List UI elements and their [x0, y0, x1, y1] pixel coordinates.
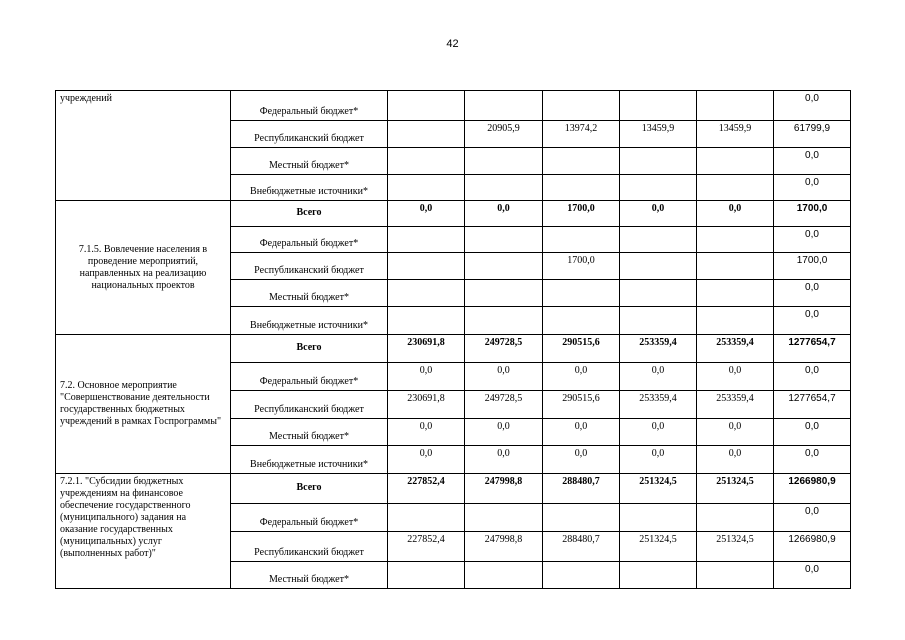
year-value-cell [465, 175, 543, 201]
year-value-cell [465, 91, 543, 121]
year-value-cell: 0,0 [543, 419, 620, 446]
year-value-cell [388, 148, 465, 175]
funding-source: Местный бюджет* [231, 562, 388, 589]
year-value-cell [697, 307, 774, 335]
year-value-cell [543, 175, 620, 201]
total-value-cell: 0,0 [774, 91, 851, 121]
year-value-cell: 227852,4 [388, 474, 465, 504]
year-value-cell [620, 280, 697, 307]
year-value-cell [697, 175, 774, 201]
total-value-cell: 0,0 [774, 419, 851, 446]
year-value-cell [388, 227, 465, 253]
year-value-cell: 290515,6 [543, 391, 620, 419]
year-value-cell: 0,0 [388, 446, 465, 474]
budget-table [55, 90, 851, 589]
year-value-cell [543, 91, 620, 121]
year-value-cell: 0,0 [697, 363, 774, 391]
year-value-cell: 0,0 [388, 201, 465, 227]
activity-name: 7.2.1. "Субсидии бюджетных учреждениям на финансовое обеспечение государственного (муниципального) задания на оказание государственных (муниципальных) услуг (выполненных работ)" [56, 474, 231, 589]
year-value-cell [388, 121, 465, 148]
year-value-cell [620, 504, 697, 532]
total-value-cell: 1277654,7 [774, 335, 851, 363]
funding-source: Республиканский бюджет [231, 532, 388, 562]
year-value-cell: 253359,4 [620, 391, 697, 419]
total-value-cell: 61799,9 [774, 121, 851, 148]
year-value-cell [697, 280, 774, 307]
funding-source: Всего [231, 474, 388, 504]
funding-source: Федеральный бюджет* [231, 363, 388, 391]
total-value-cell: 1277654,7 [774, 391, 851, 419]
year-value-cell: 0,0 [543, 446, 620, 474]
total-value-cell: 0,0 [774, 148, 851, 175]
budget-table-body [56, 91, 851, 589]
year-value-cell [543, 307, 620, 335]
year-value-cell [543, 280, 620, 307]
year-value-cell: 230691,8 [388, 335, 465, 363]
table-row [56, 335, 851, 363]
year-value-cell: 253359,4 [697, 391, 774, 419]
total-value-cell: 1266980,9 [774, 532, 851, 562]
year-value-cell [388, 280, 465, 307]
year-value-cell [465, 227, 543, 253]
funding-source: Местный бюджет* [231, 419, 388, 446]
year-value-cell [465, 307, 543, 335]
total-value-cell: 0,0 [774, 280, 851, 307]
year-value-cell [543, 504, 620, 532]
funding-source: Федеральный бюджет* [231, 91, 388, 121]
total-value-cell: 1266980,9 [774, 474, 851, 504]
year-value-cell: 20905,9 [465, 121, 543, 148]
total-value-cell: 1700,0 [774, 201, 851, 227]
funding-source: Внебюджетные источники* [231, 175, 388, 201]
activity-name: учреждений [56, 91, 231, 201]
year-value-cell: 247998,8 [465, 532, 543, 562]
total-value-cell: 0,0 [774, 562, 851, 589]
year-value-cell [465, 504, 543, 532]
year-value-cell [388, 504, 465, 532]
funding-source: Федеральный бюджет* [231, 504, 388, 532]
year-value-cell [388, 253, 465, 280]
funding-source: Республиканский бюджет [231, 253, 388, 280]
year-value-cell: 227852,4 [388, 532, 465, 562]
year-value-cell [697, 91, 774, 121]
total-value-cell: 0,0 [774, 175, 851, 201]
year-value-cell: 0,0 [388, 419, 465, 446]
year-value-cell: 0,0 [697, 446, 774, 474]
year-value-cell: 253359,4 [697, 335, 774, 363]
funding-source: Всего [231, 335, 388, 363]
year-value-cell [620, 148, 697, 175]
year-value-cell: 288480,7 [543, 474, 620, 504]
total-value-cell: 1700,0 [774, 253, 851, 280]
total-value-cell: 0,0 [774, 446, 851, 474]
year-value-cell [465, 148, 543, 175]
activity-name: 7.1.5. Вовлечение населения в проведение мероприятий, направленных на реализацию национальных проектов [56, 201, 231, 335]
table-row [56, 201, 851, 227]
funding-source: Всего [231, 201, 388, 227]
funding-source: Федеральный бюджет* [231, 227, 388, 253]
funding-source: Внебюджетные источники* [231, 307, 388, 335]
year-value-cell: 0,0 [620, 201, 697, 227]
total-value-cell: 0,0 [774, 363, 851, 391]
activity-name: 7.2. Основное мероприятие "Совершенствование деятельности государственных бюджетных учреждений в рамках Госпрограммы" [56, 335, 231, 474]
table-row [56, 474, 851, 504]
year-value-cell [620, 562, 697, 589]
year-value-cell: 1700,0 [543, 201, 620, 227]
year-value-cell: 0,0 [465, 363, 543, 391]
funding-source: Местный бюджет* [231, 148, 388, 175]
year-value-cell [620, 91, 697, 121]
year-value-cell: 251324,5 [697, 532, 774, 562]
year-value-cell [388, 307, 465, 335]
year-value-cell [620, 253, 697, 280]
year-value-cell [697, 227, 774, 253]
year-value-cell: 251324,5 [620, 532, 697, 562]
year-value-cell [620, 307, 697, 335]
year-value-cell: 0,0 [465, 446, 543, 474]
year-value-cell: 251324,5 [620, 474, 697, 504]
year-value-cell [543, 562, 620, 589]
year-value-cell: 13974,2 [543, 121, 620, 148]
year-value-cell: 13459,9 [697, 121, 774, 148]
year-value-cell: 247998,8 [465, 474, 543, 504]
year-value-cell [388, 91, 465, 121]
year-value-cell: 0,0 [620, 363, 697, 391]
year-value-cell: 0,0 [465, 419, 543, 446]
year-value-cell [620, 227, 697, 253]
total-value-cell: 0,0 [774, 227, 851, 253]
year-value-cell [465, 280, 543, 307]
year-value-cell [697, 504, 774, 532]
year-value-cell: 13459,9 [620, 121, 697, 148]
year-value-cell [465, 253, 543, 280]
funding-source: Республиканский бюджет [231, 121, 388, 148]
total-value-cell: 0,0 [774, 504, 851, 532]
year-value-cell: 288480,7 [543, 532, 620, 562]
year-value-cell: 249728,5 [465, 391, 543, 419]
year-value-cell [620, 175, 697, 201]
year-value-cell [388, 562, 465, 589]
page-number: 42 [446, 38, 459, 50]
year-value-cell: 249728,5 [465, 335, 543, 363]
year-value-cell [388, 175, 465, 201]
total-value-cell: 0,0 [774, 307, 851, 335]
year-value-cell: 290515,6 [543, 335, 620, 363]
year-value-cell: 0,0 [465, 201, 543, 227]
year-value-cell: 230691,8 [388, 391, 465, 419]
year-value-cell [543, 148, 620, 175]
year-value-cell [543, 227, 620, 253]
year-value-cell: 1700,0 [543, 253, 620, 280]
year-value-cell: 0,0 [543, 363, 620, 391]
table-row [56, 91, 851, 121]
year-value-cell: 0,0 [697, 201, 774, 227]
year-value-cell [697, 253, 774, 280]
year-value-cell: 0,0 [388, 363, 465, 391]
funding-source: Республиканский бюджет [231, 391, 388, 419]
year-value-cell [697, 148, 774, 175]
year-value-cell: 0,0 [620, 446, 697, 474]
year-value-cell [465, 562, 543, 589]
year-value-cell: 0,0 [697, 419, 774, 446]
year-value-cell: 253359,4 [620, 335, 697, 363]
funding-source: Местный бюджет* [231, 280, 388, 307]
year-value-cell: 251324,5 [697, 474, 774, 504]
year-value-cell [697, 562, 774, 589]
funding-source: Внебюджетные источники* [231, 446, 388, 474]
year-value-cell: 0,0 [620, 419, 697, 446]
